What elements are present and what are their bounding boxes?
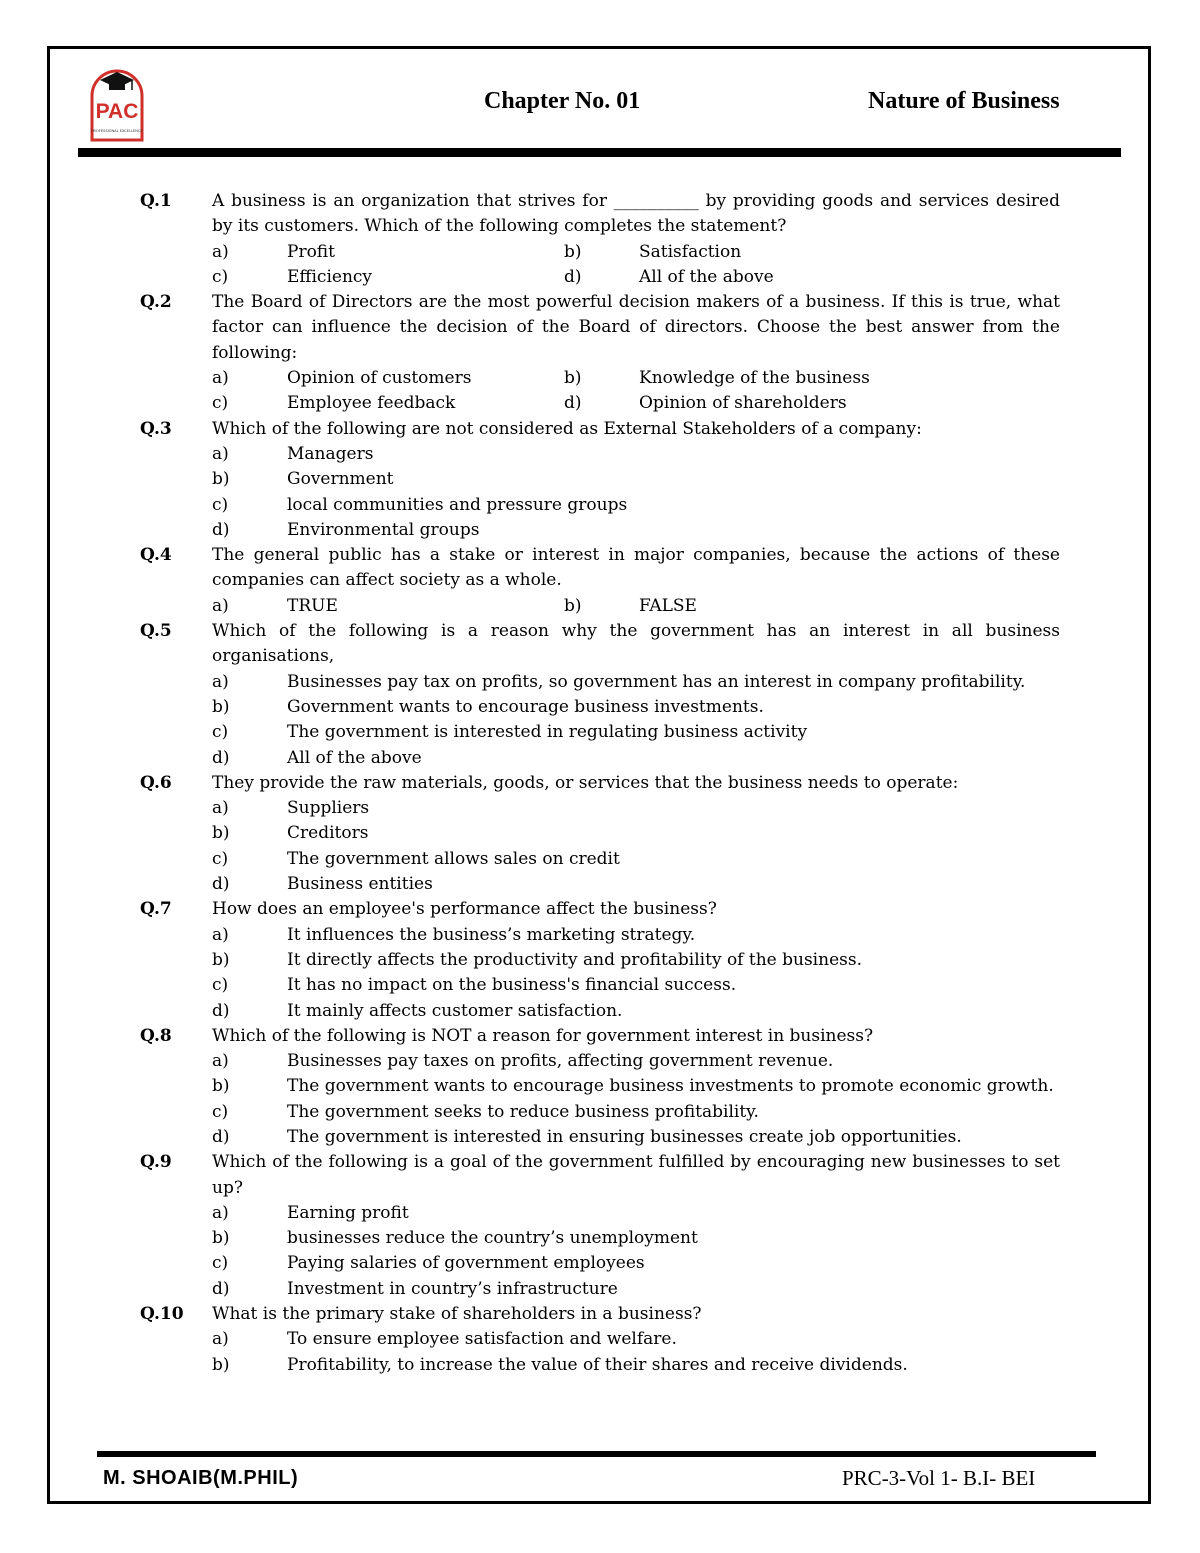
option-row <box>212 467 1060 492</box>
answer-option <box>212 796 1060 821</box>
question-number: Q.8 <box>140 1025 172 1046</box>
option-text: Profit <box>287 241 335 262</box>
option-text: FALSE <box>639 595 697 616</box>
answer-option <box>212 1074 1060 1099</box>
option-row <box>212 720 1060 745</box>
option-text: local communities and pressure groups <box>287 494 628 515</box>
answer-option <box>212 240 564 265</box>
answer-option <box>212 720 1060 745</box>
answer-option <box>564 240 916 265</box>
option-letter: b) <box>564 241 582 262</box>
option-text: Managers <box>287 443 374 464</box>
option-row <box>212 872 1060 897</box>
answer-option <box>212 973 1060 998</box>
question-text: Which of the following is a goal of the government fulfilled by encouraging new businesses to set up? <box>212 1152 1060 1198</box>
answer-option <box>212 1277 1060 1302</box>
option-letter: b) <box>212 1354 230 1375</box>
question-number: Q.4 <box>140 545 172 566</box>
option-text: Employee feedback <box>287 393 456 414</box>
header-divider <box>78 148 1121 157</box>
option-letter: b) <box>212 823 230 844</box>
answer-option <box>212 670 1060 695</box>
answer-option <box>212 1251 1060 1276</box>
answer-option <box>212 1049 1060 1074</box>
question-6 <box>140 771 1060 796</box>
option-letter: c) <box>212 1253 229 1274</box>
option-row <box>212 999 1060 1024</box>
option-letter: b) <box>212 696 230 717</box>
answer-option <box>212 923 1060 948</box>
answer-option <box>212 847 1060 872</box>
question-2 <box>140 290 1060 366</box>
option-letter: a) <box>212 1202 229 1223</box>
option-row <box>212 1201 1060 1226</box>
question-5 <box>140 619 1060 670</box>
answer-option <box>212 746 1060 771</box>
option-row <box>212 1277 1060 1302</box>
answer-option <box>212 1226 1060 1251</box>
option-text: Environmental groups <box>287 519 480 540</box>
option-text: The government allows sales on credit <box>287 848 620 869</box>
option-letter: d) <box>212 874 230 895</box>
option-text: businesses reduce the country’s unemployment <box>287 1228 698 1249</box>
question-list <box>140 189 1060 1378</box>
option-letter: a) <box>212 595 229 616</box>
answer-option <box>564 265 916 290</box>
question-number: Q.9 <box>140 1152 172 1173</box>
answer-option <box>212 948 1060 973</box>
question-text: The Board of Directors are the most powerful decision makers of a business. If this is true, what factor can influence the decision of the Board of directors. Choose the best answer from the following: <box>212 292 1060 363</box>
answer-option <box>212 872 1060 897</box>
footer-divider <box>97 1451 1096 1457</box>
chapter-title: Chapter No. 01 <box>484 88 641 114</box>
option-text: The government is interested in regulating business activity <box>287 722 808 743</box>
option-row <box>212 366 1060 391</box>
option-row <box>212 240 1060 265</box>
option-letter: a) <box>212 924 229 945</box>
answer-option <box>212 391 564 416</box>
answer-option <box>212 518 1060 543</box>
option-letter: a) <box>212 443 229 464</box>
option-row <box>212 821 1060 846</box>
question-text: Which of the following are not considered as External Stakeholders of a company: <box>212 418 922 439</box>
option-row <box>212 923 1060 948</box>
option-letter: c) <box>212 848 229 869</box>
option-text: Business entities <box>287 874 433 895</box>
option-letter: a) <box>212 671 229 692</box>
option-text: It mainly affects customer satisfaction. <box>287 1000 623 1021</box>
question-text: Which of the following is a reason why the government has an interest in all business organisations, <box>212 621 1060 667</box>
option-letter: d) <box>212 1000 230 1021</box>
question-text: The general public has a stake or interest in major companies, because the actions of these companies can affect society as a whole. <box>212 545 1060 591</box>
option-row <box>212 670 1060 695</box>
option-text: Creditors <box>287 823 369 844</box>
answer-option <box>212 265 564 290</box>
option-row <box>212 442 1060 467</box>
option-text: All of the above <box>287 747 422 768</box>
question-number: Q.6 <box>140 772 172 793</box>
answer-option <box>212 1125 1060 1150</box>
option-text: Opinion of shareholders <box>639 393 847 414</box>
option-text: The government is interested in ensuring businesses create job opportunities. <box>287 1126 962 1147</box>
option-row <box>212 1125 1060 1150</box>
option-row <box>212 847 1060 872</box>
answer-option <box>212 467 1060 492</box>
question-text: They provide the raw materials, goods, or services that the business needs to operate: <box>212 772 959 793</box>
footer-author: M. SHOAIB(M.PHIL) <box>103 1467 299 1489</box>
option-text: The government wants to encourage business investments to promote economic growth. <box>287 1076 1054 1097</box>
option-text: Paying salaries of government employees <box>287 1253 645 1274</box>
option-letter: d) <box>212 1126 230 1147</box>
question-text: A business is an organization that strives for __________ by providing goods and services desired by its customers. Which of the following completes the statement? <box>212 191 1060 237</box>
option-text: Businesses pay taxes on profits, affecting government revenue. <box>287 1051 834 1072</box>
question-text: What is the primary stake of shareholders in a business? <box>212 1304 702 1325</box>
option-text: Efficiency <box>287 266 373 287</box>
option-letter: c) <box>212 393 229 414</box>
option-letter: b) <box>564 595 582 616</box>
question-number: Q.1 <box>140 191 172 211</box>
question-number: Q.7 <box>140 899 172 920</box>
option-text: All of the above <box>639 266 774 287</box>
option-row <box>212 391 1060 416</box>
answer-option <box>212 1100 1060 1125</box>
option-letter: b) <box>212 949 230 970</box>
option-row <box>212 1226 1060 1251</box>
option-row <box>212 1251 1060 1276</box>
option-text: Government <box>287 469 394 490</box>
option-letter: d) <box>212 1278 230 1299</box>
answer-option <box>212 1327 1060 1352</box>
option-text: To ensure employee satisfaction and welfare. <box>287 1329 677 1350</box>
question-9 <box>140 1150 1060 1201</box>
question-10 <box>140 1302 1060 1327</box>
answer-option <box>212 1353 1060 1378</box>
option-text: It directly affects the productivity and profitability of the business. <box>287 949 862 970</box>
question-4 <box>140 543 1060 594</box>
question-number: Q.2 <box>140 292 172 313</box>
answer-option <box>212 366 564 391</box>
question-number: Q.10 <box>140 1304 184 1325</box>
option-row <box>212 1049 1060 1074</box>
option-text: Suppliers <box>287 798 370 819</box>
option-text: It influences the business’s marketing strategy. <box>287 924 696 945</box>
answer-option <box>212 695 1060 720</box>
question-number: Q.3 <box>140 418 172 439</box>
option-letter: b) <box>212 469 230 490</box>
question-text: How does an employee's performance affect the business? <box>212 899 717 920</box>
answer-option <box>212 1201 1060 1226</box>
option-text: Profitability, to increase the value of their shares and receive dividends. <box>287 1354 908 1375</box>
option-row <box>212 948 1060 973</box>
option-text: TRUE <box>287 595 338 616</box>
option-letter: c) <box>212 975 229 996</box>
option-letter: a) <box>212 1051 229 1072</box>
option-text: Businesses pay tax on profits, so government has an interest in company profitability. <box>287 671 1026 692</box>
answer-option <box>212 493 1060 518</box>
option-letter: a) <box>212 1329 229 1350</box>
option-row <box>212 493 1060 518</box>
option-row <box>212 1074 1060 1099</box>
option-letter: b) <box>212 1076 230 1097</box>
option-letter: c) <box>212 722 229 743</box>
option-letter: a) <box>212 368 229 389</box>
answer-option <box>564 594 916 619</box>
option-row <box>212 518 1060 543</box>
logo-tagline: PROFESSIONAL EXCELLENCE <box>91 129 143 133</box>
pac-logo <box>88 66 146 142</box>
question-text: Which of the following is NOT a reason for government interest in business? <box>212 1025 874 1046</box>
answer-option <box>564 366 916 391</box>
answer-option <box>212 594 564 619</box>
option-text: Earning profit <box>287 1202 409 1223</box>
option-row <box>212 695 1060 720</box>
option-text: It has no impact on the business's financial success. <box>287 975 737 996</box>
option-letter: c) <box>212 1101 229 1122</box>
option-row <box>212 1100 1060 1125</box>
answer-option <box>212 821 1060 846</box>
option-row <box>212 1353 1060 1378</box>
option-row <box>212 594 1060 619</box>
option-text: The government seeks to reduce business profitability. <box>287 1101 759 1122</box>
topic-title: Nature of Business <box>868 88 1060 114</box>
option-row <box>212 746 1060 771</box>
option-letter: d) <box>564 393 582 414</box>
footer-code: PRC-3-Vol 1- B.I- BEI <box>842 1466 1036 1490</box>
option-row <box>212 1327 1060 1352</box>
option-text: Knowledge of the business <box>639 368 870 389</box>
answer-option <box>212 999 1060 1024</box>
option-letter: d) <box>212 519 230 540</box>
option-row <box>212 796 1060 821</box>
option-letter: b) <box>564 368 582 389</box>
option-letter: d) <box>564 266 582 287</box>
option-letter: c) <box>212 494 229 515</box>
option-letter: d) <box>212 747 230 768</box>
option-text: Opinion of customers <box>287 368 472 389</box>
option-text: Satisfaction <box>639 241 742 262</box>
answer-option <box>212 442 1060 467</box>
question-3 <box>140 417 1060 442</box>
question-8 <box>140 1024 1060 1049</box>
option-text: Investment in country’s infrastructure <box>287 1278 618 1299</box>
option-letter: a) <box>212 241 229 262</box>
option-letter: a) <box>212 798 229 819</box>
option-letter: c) <box>212 266 229 287</box>
question-number: Q.5 <box>140 621 172 642</box>
answer-option <box>564 391 916 416</box>
option-row <box>212 973 1060 998</box>
question-7 <box>140 897 1060 922</box>
option-row <box>212 265 1060 290</box>
question-1 <box>140 189 1060 240</box>
option-letter: b) <box>212 1228 230 1249</box>
option-text: Government wants to encourage business investments. <box>287 696 764 717</box>
logo-text: PAC <box>95 100 139 123</box>
